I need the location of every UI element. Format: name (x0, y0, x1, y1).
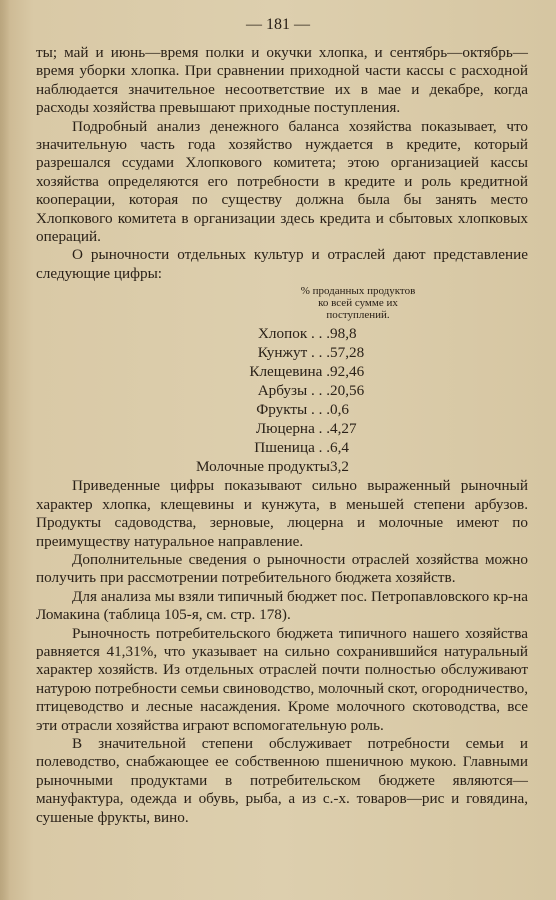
row-label: Кунжут . . . (257, 344, 330, 362)
paragraph-2: Подробный анализ денежного баланса хозяйства показывает, что значительную часть года хозяйство нуждается в кредите, который разрешался ссудами Хлопкового комитета; этою организацией кассы хозяйства определяются его потребности в кредите и роль кредитной кооперации, которая по существу должна была бы занять место Хлопкового комитета в организации здесь кредита и сбытовых хлопковых операций. (36, 117, 528, 246)
row-label: Фрукты . . . (256, 401, 330, 419)
row-label: Пшеница . . (254, 439, 330, 457)
page-number: — 181 — (246, 16, 310, 33)
row-label: Молочные продукты (195, 458, 330, 476)
table-row (140, 363, 410, 382)
paragraph-6: Для анализа мы взяли типичный бюджет пос. Петропавловского кр-на Ломакина (таблица 105-я, см. стр. 178). (36, 587, 528, 624)
paragraph-8: В значительной степени обслуживает потребности семьи и полеводство, снабжающее ее собственною пшеничною мукою. Главными рыночными продуктами в потребительском бюджете являются—мануфактура, одежда и обувь, рыба, а из с.-х. товаров—рис и говядина, сушеные фрукты, вино. (36, 734, 528, 826)
row-label: Люцерна . . (255, 420, 330, 438)
row-label: Клещевина . (249, 363, 330, 381)
paragraph-3: О рыночности отдельных культур и отраслей дают представление следующие цифры: (36, 246, 528, 282)
paragraph-1: ты; май и июнь—время полки и окучки хлопка, и сентябрь—октябрь—время уборки хлопка. При сравнении приходной части кассы с расходной наблюдается значительное несоответствие их в мае и декабре, когда расходы хозяйства превышают приходные поступления. (36, 44, 528, 117)
table-row (140, 439, 410, 458)
row-value: 6,4 (330, 439, 349, 457)
marketability-table (140, 325, 410, 477)
row-label: Арбузы . . . (257, 382, 330, 400)
row-value: 20,56 (330, 382, 365, 400)
row-value: 57,28 (330, 344, 365, 362)
row-label: Хлопок . . . (257, 325, 330, 343)
table-row (140, 458, 410, 477)
table-row (140, 344, 410, 363)
row-value: 0,6 (330, 401, 349, 419)
page-binding-shadow (0, 0, 10, 900)
body-text (36, 44, 528, 827)
row-value: 98,8 (330, 325, 357, 343)
table-column-header: % проданных продуктов ко всей сумме их поступлений. (300, 285, 416, 322)
paragraph-4: Приведенные цифры показывают сильно выраженный рыночный характер хлопка, клещевины и кунжута, в меньшей степени арбузов. Продукты садоводства, зерновые, люцерна и молочные имеют по преимуществу натуральное направление. (36, 477, 528, 550)
paragraph-5: Дополнительные сведения о рыночности отраслей хозяйства можно получить при рассмотрении потребительного бюджета хозяйств. (36, 550, 528, 587)
row-value: 92,46 (330, 363, 365, 381)
table-row (140, 325, 410, 344)
row-value: 3,2 (330, 458, 349, 476)
paragraph-7: Рыночность потребительского бюджета типичного нашего хозяйства равняется 41,31%, что указывает на сильно сохранившийся натуральный характер хозяйств. Из отдельных отраслей почти полностью обслуживают натурою потребности семьи свиноводство, молочный скот, огородничество, птицеводство и лесные насаждения. Кроме молочного скотоводства, все эти отрасли хозяйства играют вспомогательную роль. (36, 624, 528, 734)
row-value: 4,27 (330, 420, 357, 438)
table-row (140, 382, 410, 401)
table-row (140, 401, 410, 420)
table-row (140, 420, 410, 439)
